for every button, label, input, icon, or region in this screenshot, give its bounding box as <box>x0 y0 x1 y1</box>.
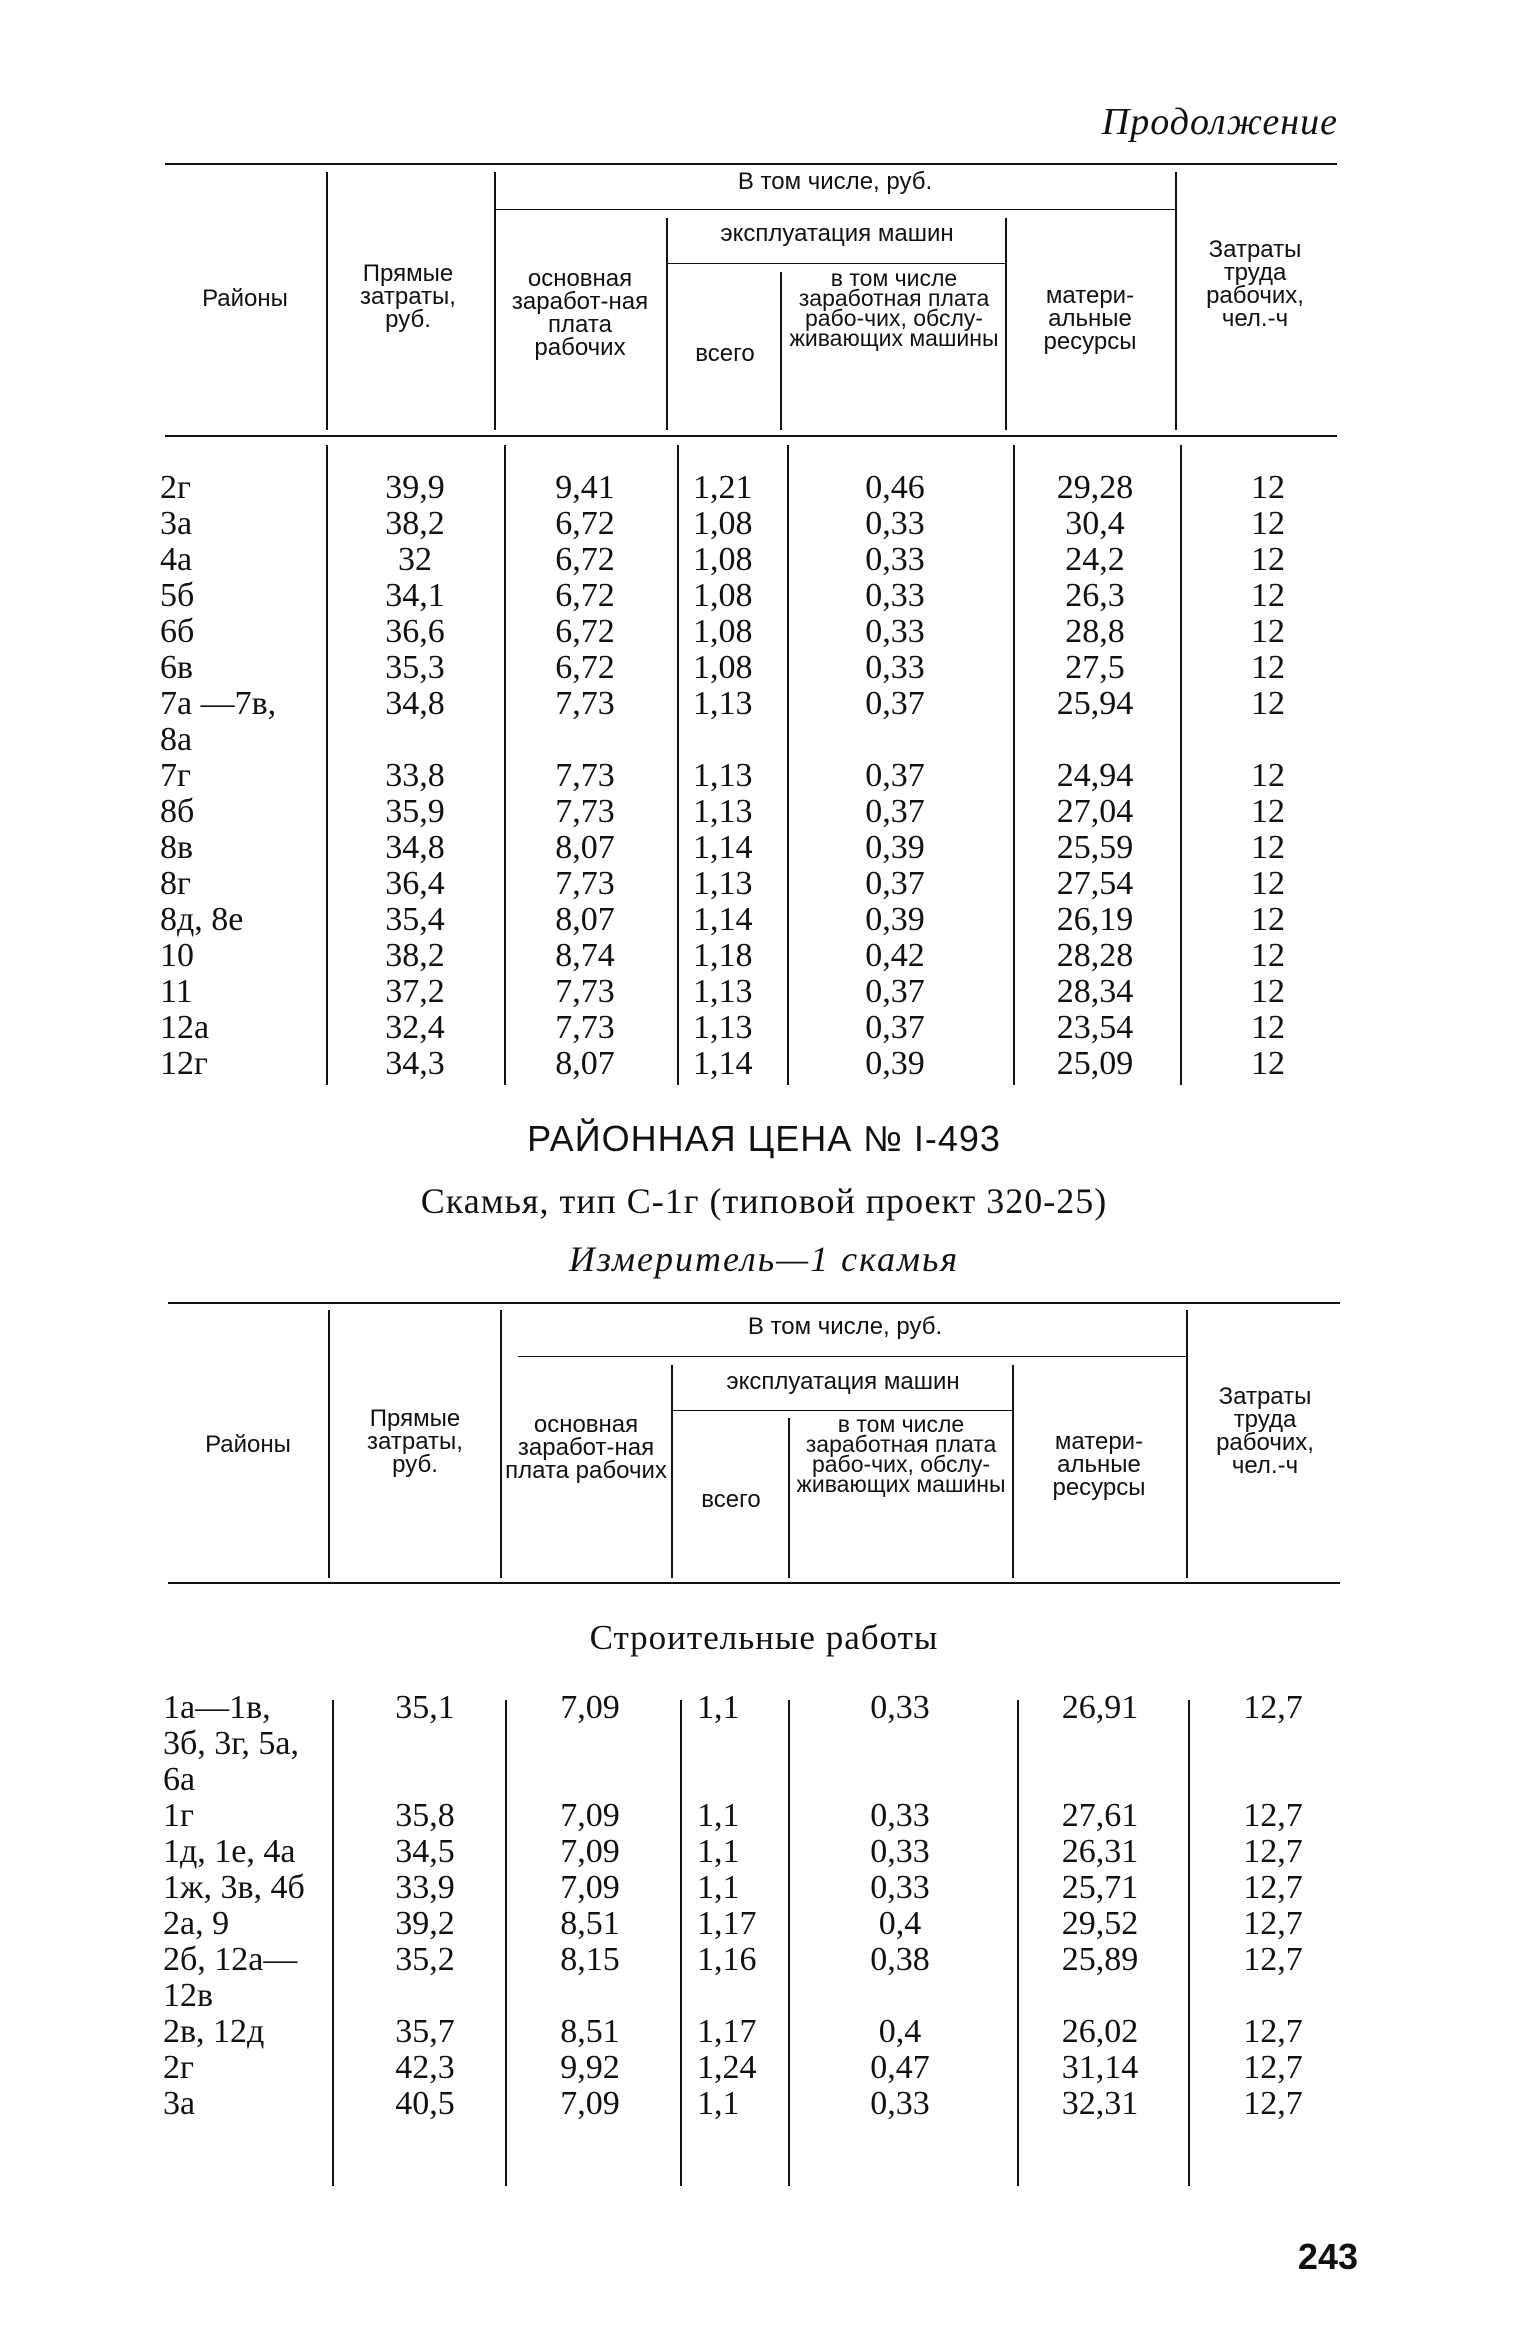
table1-vline <box>1175 172 1177 430</box>
cell-region: 1г <box>163 1797 194 1834</box>
cell-materials: 25,59 <box>1056 829 1134 866</box>
table2-header-labor: Затраты труда рабочих, чел.-ч <box>1216 1383 1314 1479</box>
cell-direct: 35,1 <box>395 1689 455 1726</box>
cell-mach-wage: 0,37 <box>865 685 925 722</box>
cell-region: 3а <box>163 2085 196 2122</box>
table1-header-machine-operation: эксплуатация машин <box>720 220 954 247</box>
cell-labor: 12 <box>1251 1009 1285 1046</box>
cell-materials: 27,04 <box>1056 793 1134 830</box>
cell-wage: 7,09 <box>560 1797 620 1834</box>
table1-vline <box>494 172 496 430</box>
cell-materials: 32,31 <box>1061 2085 1139 2122</box>
cell-direct: 34,8 <box>385 685 445 722</box>
table2-subrule-including <box>518 1356 1186 1357</box>
cell-direct: 40,5 <box>395 2085 455 2122</box>
table1-header-including-wage: в том числе заработная плата рабо-чих, обслу-живающих машины <box>789 265 999 351</box>
cell-total: 1,21 <box>693 469 753 506</box>
cell-labor: 12,7 <box>1243 1797 1303 1834</box>
table2-header-bottom-rule <box>168 1582 1340 1584</box>
cell-direct: 34,3 <box>385 1045 445 1082</box>
cell-region: 3а <box>160 505 193 542</box>
cell-wage: 7,73 <box>555 1009 615 1046</box>
cell-wage: 8,07 <box>555 829 615 866</box>
cell-mach-wage: 0,47 <box>870 2049 930 2086</box>
cell-direct: 32 <box>398 541 432 578</box>
table2-header-direct: Прямые затраты, руб. <box>367 1405 463 1478</box>
cell-region: 2г <box>163 2049 194 2086</box>
table2-header-machine-operation: эксплуатация машин <box>726 1368 960 1395</box>
cell-total: 1,13 <box>693 973 753 1010</box>
cell-region: 12г <box>160 1045 208 1082</box>
cell-region: 5б <box>160 577 195 614</box>
cell-direct: 34,8 <box>385 829 445 866</box>
cell-labor: 12,7 <box>1243 2013 1303 2050</box>
cell-region: 7г <box>160 757 191 794</box>
cell-labor: 12,7 <box>1243 1869 1303 1906</box>
cell-region: 2а, 9 <box>163 1905 230 1942</box>
table1-vline <box>1180 445 1182 1085</box>
cell-wage: 8,74 <box>555 937 615 974</box>
table1-vline <box>1005 218 1007 430</box>
cell-mach-wage: 0,37 <box>865 1009 925 1046</box>
cell-materials: 27,5 <box>1065 649 1125 686</box>
cell-total: 1,14 <box>693 1045 753 1082</box>
cell-materials: 25,09 <box>1056 1045 1134 1082</box>
table2-vline <box>1012 1365 1014 1578</box>
cell-total: 1,1 <box>697 2085 740 2122</box>
cell-direct: 39,2 <box>395 1905 455 1942</box>
page-number: 243 <box>1297 2236 1358 2277</box>
cell-direct: 33,9 <box>395 1869 455 1906</box>
table2-vline <box>788 1418 790 1578</box>
cell-wage: 8,15 <box>560 1941 620 1978</box>
cell-wage: 6,72 <box>555 649 615 686</box>
cell-total: 1,08 <box>693 541 753 578</box>
cell-total: 1,24 <box>697 2049 757 2086</box>
table2-vline <box>680 1700 682 2186</box>
cell-total: 1,08 <box>693 649 753 686</box>
cell-materials: 23,54 <box>1056 1009 1134 1046</box>
table2-header-regions: Районы <box>205 1431 291 1458</box>
table2-vline <box>332 1700 334 2186</box>
cell-mach-wage: 0,33 <box>870 1689 930 1726</box>
table2-header-materials: матери-альные ресурсы <box>1052 1428 1146 1501</box>
table1-header-bottom-rule <box>165 435 1337 437</box>
cell-mach-wage: 0,37 <box>865 865 925 902</box>
cell-labor: 12 <box>1251 649 1285 686</box>
cell-wage: 6,72 <box>555 577 615 614</box>
cell-region: 8а <box>160 721 193 758</box>
cell-materials: 28,28 <box>1056 937 1134 974</box>
cell-direct: 33,8 <box>385 757 445 794</box>
cell-total: 1,14 <box>693 901 753 938</box>
cell-mach-wage: 0,33 <box>865 613 925 650</box>
cell-region: 4а <box>160 541 193 578</box>
cell-labor: 12 <box>1251 469 1285 506</box>
cell-labor: 12,7 <box>1243 1905 1303 1942</box>
section-unit: Измеритель—1 скамья <box>568 1239 960 1279</box>
section-title: РАЙОННАЯ ЦЕНА № I-493 <box>527 1118 1001 1159</box>
cell-materials: 31,14 <box>1061 2049 1139 2086</box>
cell-direct: 36,4 <box>385 865 445 902</box>
cell-materials: 26,3 <box>1065 577 1125 614</box>
cell-total: 1,1 <box>697 1797 740 1834</box>
cell-labor: 12 <box>1251 793 1285 830</box>
table1-header-labor: Затраты труда рабочих, чел.-ч <box>1206 236 1304 332</box>
cell-wage: 6,72 <box>555 613 615 650</box>
cell-mach-wage: 0,33 <box>870 1869 930 1906</box>
cell-materials: 28,34 <box>1056 973 1134 1010</box>
cell-labor: 12 <box>1251 937 1285 974</box>
cell-direct: 35,4 <box>385 901 445 938</box>
cell-wage: 7,73 <box>555 757 615 794</box>
cell-direct: 34,1 <box>385 577 445 614</box>
table2-vline <box>328 1310 330 1578</box>
cell-region: 10 <box>160 937 194 974</box>
cell-wage: 8,07 <box>555 1045 615 1082</box>
cell-mach-wage: 0,33 <box>865 649 925 686</box>
cell-mach-wage: 0,39 <box>865 1045 925 1082</box>
cell-mach-wage: 0,39 <box>865 901 925 938</box>
table2-group-label: Строительные работы <box>589 1618 939 1657</box>
cell-materials: 29,28 <box>1056 469 1134 506</box>
cell-labor: 12 <box>1251 901 1285 938</box>
cell-labor: 12 <box>1251 685 1285 722</box>
table1-header-total: всего <box>695 340 755 367</box>
table2-header-base-wage: основная заработ-ная плата рабочих <box>505 1411 667 1484</box>
cell-region: 1ж, 3в, 4б <box>163 1869 305 1906</box>
cell-materials: 27,54 <box>1056 865 1134 902</box>
cell-mach-wage: 0,37 <box>865 793 925 830</box>
cell-direct: 38,2 <box>385 937 445 974</box>
cell-total: 1,1 <box>697 1869 740 1906</box>
table1-vline <box>780 272 782 430</box>
cell-materials: 24,94 <box>1056 757 1134 794</box>
cell-region: 12а <box>160 1009 210 1046</box>
cell-direct: 37,2 <box>385 973 445 1010</box>
cell-labor: 12 <box>1251 829 1285 866</box>
table1-header-including: В том числе, руб. <box>737 168 933 195</box>
cell-total: 1,13 <box>693 757 753 794</box>
cell-region: 8г <box>160 865 191 902</box>
cell-region: 1а—1в, <box>163 1689 271 1726</box>
cell-labor: 12 <box>1251 577 1285 614</box>
cell-materials: 26,19 <box>1056 901 1134 938</box>
cell-materials: 25,94 <box>1056 685 1134 722</box>
table1-header-base-wage: основная заработ-ная плата рабочих <box>511 265 649 361</box>
cell-labor: 12 <box>1251 973 1285 1010</box>
cell-wage: 8,07 <box>555 901 615 938</box>
cell-total: 1,13 <box>693 685 753 722</box>
table1-vline <box>326 172 328 430</box>
cell-wage: 7,73 <box>555 973 615 1010</box>
cell-labor: 12 <box>1251 1045 1285 1082</box>
cell-direct: 35,8 <box>395 1797 455 1834</box>
cell-materials: 27,61 <box>1061 1797 1139 1834</box>
cell-region: 6б <box>160 613 195 650</box>
table2-vline <box>500 1310 502 1578</box>
cell-region: 6а <box>163 1761 196 1798</box>
cell-materials: 26,31 <box>1061 1833 1139 1870</box>
table1-subrule-machines <box>667 263 1007 264</box>
cell-materials: 26,02 <box>1061 2013 1139 2050</box>
cell-wage: 7,09 <box>560 1689 620 1726</box>
cell-labor: 12,7 <box>1243 2085 1303 2122</box>
cell-total: 1,1 <box>697 1689 740 1726</box>
table1-vline <box>666 218 668 430</box>
cell-direct: 36,6 <box>385 613 445 650</box>
table1-subrule-including <box>495 209 1175 210</box>
cell-total: 1,17 <box>697 1905 757 1942</box>
table1-header-direct: Прямые затраты, руб. <box>360 260 456 333</box>
cell-mach-wage: 0,33 <box>870 1833 930 1870</box>
cell-materials: 25,71 <box>1061 1869 1139 1906</box>
cell-total: 1,13 <box>693 793 753 830</box>
cell-mach-wage: 0,4 <box>878 1905 922 1942</box>
cell-wage: 7,09 <box>560 1869 620 1906</box>
table1-header-materials: матери-альные ресурсы <box>1043 282 1137 355</box>
table2-header-including: В том числе, руб. <box>747 1313 943 1340</box>
cell-labor: 12 <box>1251 505 1285 542</box>
cell-region: 6в <box>160 649 194 686</box>
cell-wage: 7,73 <box>555 793 615 830</box>
cell-total: 1,08 <box>693 505 753 542</box>
table1-header-regions: Районы <box>202 285 288 312</box>
cell-direct: 35,2 <box>395 1941 455 1978</box>
cell-wage: 9,41 <box>555 469 615 506</box>
cell-labor: 12 <box>1251 613 1285 650</box>
cell-region: 7а —7в, <box>160 685 277 722</box>
cell-labor: 12 <box>1251 865 1285 902</box>
cell-region: 1д, 1е, 4а <box>163 1833 296 1870</box>
cell-direct: 35,9 <box>385 793 445 830</box>
cell-total: 1,1 <box>697 1833 740 1870</box>
cell-region: 2б, 12а— <box>163 1941 298 1978</box>
cell-direct: 39,9 <box>385 469 445 506</box>
cell-mach-wage: 0,37 <box>865 757 925 794</box>
cell-labor: 12,7 <box>1243 1941 1303 1978</box>
table2-header-total: всего <box>701 1486 761 1513</box>
table1-vline <box>677 445 679 1085</box>
cell-mach-wage: 0,46 <box>865 469 925 506</box>
cell-wage: 7,73 <box>555 685 615 722</box>
cell-total: 1,16 <box>697 1941 757 1978</box>
table2-vline <box>1186 1310 1188 1578</box>
cell-mach-wage: 0,33 <box>865 577 925 614</box>
cell-total: 1,18 <box>693 937 753 974</box>
table2-vline <box>1188 1700 1190 2186</box>
cell-direct: 42,3 <box>395 2049 455 2086</box>
cell-mach-wage: 0,38 <box>870 1941 930 1978</box>
table1-top-rule <box>165 163 1337 165</box>
cell-wage: 6,72 <box>555 541 615 578</box>
cell-mach-wage: 0,42 <box>865 937 925 974</box>
cell-materials: 28,8 <box>1065 613 1125 650</box>
cell-total: 1,13 <box>693 1009 753 1046</box>
cell-mach-wage: 0,39 <box>865 829 925 866</box>
table2-header-including-wage: в том числе заработная плата рабо-чих, обслу-живающих машины <box>796 1411 1006 1497</box>
cell-wage: 7,09 <box>560 2085 620 2122</box>
cell-labor: 12,7 <box>1243 1833 1303 1870</box>
cell-region: 2в, 12д <box>163 2013 265 2050</box>
cell-direct: 32,4 <box>385 1009 445 1046</box>
cell-region: 11 <box>160 973 193 1010</box>
cell-region: 12в <box>163 1977 214 2014</box>
cell-direct: 35,7 <box>395 2013 455 2050</box>
cell-mach-wage: 0,33 <box>865 541 925 578</box>
cell-total: 1,14 <box>693 829 753 866</box>
continuation-label: Продолжение <box>1101 101 1338 143</box>
cell-materials: 26,91 <box>1061 1689 1139 1726</box>
cell-materials: 25,89 <box>1061 1941 1139 1978</box>
cell-total: 1,13 <box>693 865 753 902</box>
cell-materials: 29,52 <box>1061 1905 1139 1942</box>
cell-total: 1,08 <box>693 613 753 650</box>
cell-mach-wage: 0,33 <box>870 1797 930 1834</box>
cell-labor: 12,7 <box>1243 2049 1303 2086</box>
cell-labor: 12,7 <box>1243 1689 1303 1726</box>
cell-region: 2г <box>160 469 191 506</box>
cell-labor: 12 <box>1251 757 1285 794</box>
cell-wage: 6,72 <box>555 505 615 542</box>
cell-direct: 34,5 <box>395 1833 455 1870</box>
cell-wage: 9,92 <box>560 2049 620 2086</box>
section-subtitle: Скамья, тип С-1г (типовой проект 320-25) <box>420 1181 1108 1221</box>
cell-mach-wage: 0,33 <box>865 505 925 542</box>
cell-labor: 12 <box>1251 541 1285 578</box>
cell-region: 3б, 3г, 5а, <box>163 1725 299 1762</box>
cell-mach-wage: 0,33 <box>870 2085 930 2122</box>
cell-total: 1,17 <box>697 2013 757 2050</box>
cell-wage: 8,51 <box>560 1905 620 1942</box>
cell-mach-wage: 0,37 <box>865 973 925 1010</box>
cell-materials: 30,4 <box>1065 505 1125 542</box>
cell-direct: 35,3 <box>385 649 445 686</box>
cell-region: 8б <box>160 793 195 830</box>
cell-mach-wage: 0,4 <box>878 2013 922 2050</box>
table1-vline <box>326 445 328 1085</box>
cell-wage: 7,73 <box>555 865 615 902</box>
cell-region: 8д, 8е <box>160 901 244 938</box>
cell-total: 1,08 <box>693 577 753 614</box>
cell-materials: 24,2 <box>1065 541 1125 578</box>
cell-direct: 38,2 <box>385 505 445 542</box>
table2-vline <box>671 1365 673 1578</box>
cell-wage: 8,51 <box>560 2013 620 2050</box>
cell-wage: 7,09 <box>560 1833 620 1870</box>
cell-region: 8в <box>160 829 194 866</box>
table2-top-rule <box>168 1302 1340 1304</box>
